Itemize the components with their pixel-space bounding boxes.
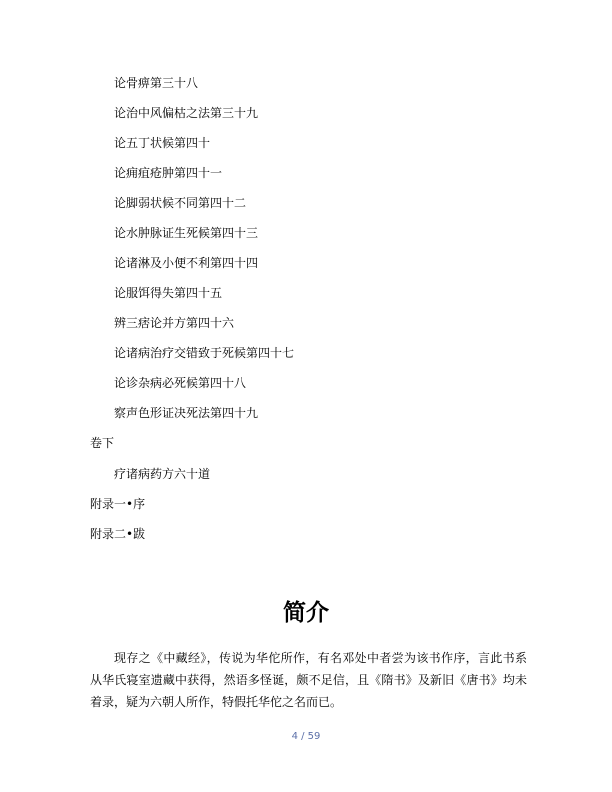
toc-appendix-item[interactable]: 附录二•跋	[90, 527, 146, 541]
toc-appendix-item[interactable]: 附录一•序	[90, 497, 146, 511]
intro-paragraph: 现存之《中藏经》，传说为华佗所作，有名邓处中者尝为该书作序，言此书系从华氏寝室遗藏中获得，然语多怪诞，颇不足信，且《隋书》及新旧《唐书》均未着录，疑为六朝人所作，特假托华佗之名而已。	[90, 651, 527, 709]
toc-item[interactable]: 论痈疽疮肿第四十一	[114, 166, 223, 180]
toc-item[interactable]: 论诸淋及小便不利第四十四	[114, 256, 259, 270]
toc-item[interactable]: 察声色形证决死法第四十九	[114, 406, 259, 420]
toc-item[interactable]: 论诊杂病必死候第四十八	[114, 376, 247, 390]
toc-item[interactable]: 论诸病治疗交错致于死候第四十七	[114, 346, 295, 360]
section-title: 简介	[283, 599, 329, 626]
toc-item[interactable]: 论五丁状候第四十	[114, 136, 211, 150]
toc-item[interactable]: 疗诸病药方六十道	[114, 467, 211, 481]
toc-volume-heading[interactable]: 卷下	[90, 436, 115, 450]
toc-item[interactable]: 论骨痹第三十八	[114, 76, 199, 90]
toc-item[interactable]: 论脚弱状候不同第四十二	[114, 196, 247, 210]
toc-item[interactable]: 辨三痞论并方第四十六	[114, 316, 235, 330]
toc-item[interactable]: 论水肿脉证生死候第四十三	[114, 226, 259, 240]
page-number: 4 / 59	[291, 731, 321, 742]
toc-item[interactable]: 论治中风偏枯之法第三十九	[114, 106, 259, 120]
toc-item[interactable]: 论服饵得失第四十五	[114, 286, 223, 300]
